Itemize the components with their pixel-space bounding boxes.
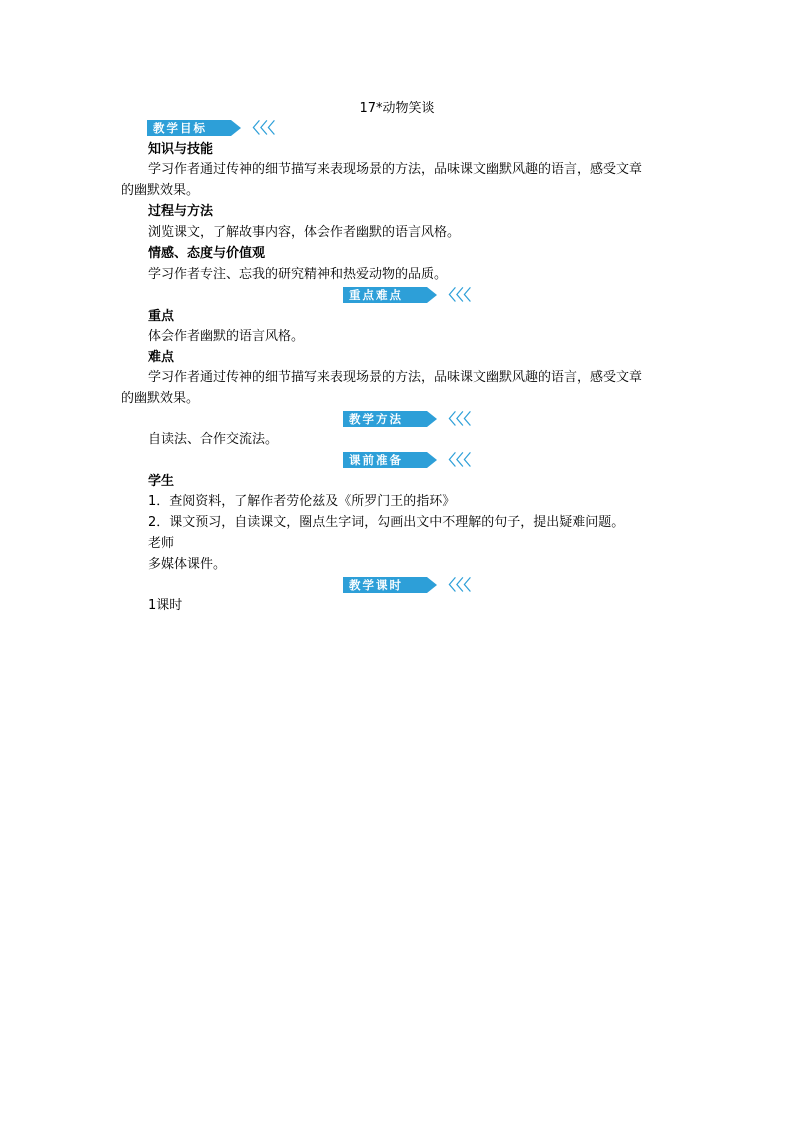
banner-label: 课前准备 [349,453,403,467]
paragraph-knowledge-2: 的幽默效果。 [121,183,200,198]
paragraph-emotion: 学习作者专注、忘我的研究精神和热爱动物的品质。 [148,267,448,282]
paragraph-process: 浏览课文，了解故事内容，体会作者幽默的语言风格。 [148,225,461,240]
chevrons-icon: 〈〈〈 [441,286,472,304]
lesson-title: 17*动物笑谈 [359,101,435,116]
banner-bar [343,577,427,593]
chevrons-icon: 〈〈〈 [441,451,472,469]
banner-arrow-icon [427,452,437,468]
chevrons-icon: 〈〈〈 [441,576,472,594]
heading-process-method: 过程与方法 [148,204,214,219]
section-banner-goals [147,120,287,136]
banner-bar [147,120,231,136]
section-banner-methods [343,411,483,427]
chevrons-icon: 〈〈〈 [245,119,276,137]
heading-difficulty: 难点 [148,350,175,365]
banner-arrow-icon [427,577,437,593]
chevrons-icon: 〈〈〈 [441,410,472,428]
heading-emotion-values: 情感、态度与价值观 [148,246,266,261]
banner-label: 教学目标 [153,121,207,135]
heading-knowledge-skills: 知识与技能 [148,142,214,157]
banner-label: 重点难点 [349,288,403,302]
section-banner-keypoints [343,287,483,303]
paragraph-knowledge-1: 学习作者通过传神的细节描写来表现场景的方法，品味课文幽默风趣的语言，感受文章 [148,162,643,177]
section-banner-prep [343,452,483,468]
paragraph-key-point: 体会作者幽默的语言风格。 [148,329,305,344]
paragraph-teacher: 多媒体课件。 [148,557,227,572]
banner-bar [343,452,427,468]
paragraph-student-2: 2．课文预习，自读课文，圈点生字词，勾画出文中不理解的句子，提出疑难问题。 [148,515,625,530]
paragraph-methods: 自读法、合作交流法。 [148,432,279,447]
banner-arrow-icon [231,120,241,136]
paragraph-hours: 1课时 [148,598,183,613]
banner-bar [343,411,427,427]
heading-teacher: 老师 [148,536,175,551]
banner-bar [343,287,427,303]
section-banner-hours [343,577,483,593]
paragraph-student-1: 1．查阅资料，了解作者劳伦兹及《所罗门王的指环》 [148,494,456,509]
banner-arrow-icon [427,287,437,303]
paragraph-difficulty-1: 学习作者通过传神的细节描写来表现场景的方法，品味课文幽默风趣的语言，感受文章 [148,370,643,385]
banner-label: 教学方法 [349,412,403,426]
paragraph-difficulty-2: 的幽默效果。 [121,391,200,406]
heading-key-point: 重点 [148,309,175,324]
banner-arrow-icon [427,411,437,427]
banner-label: 教学课时 [349,578,403,592]
heading-student: 学生 [148,474,175,489]
